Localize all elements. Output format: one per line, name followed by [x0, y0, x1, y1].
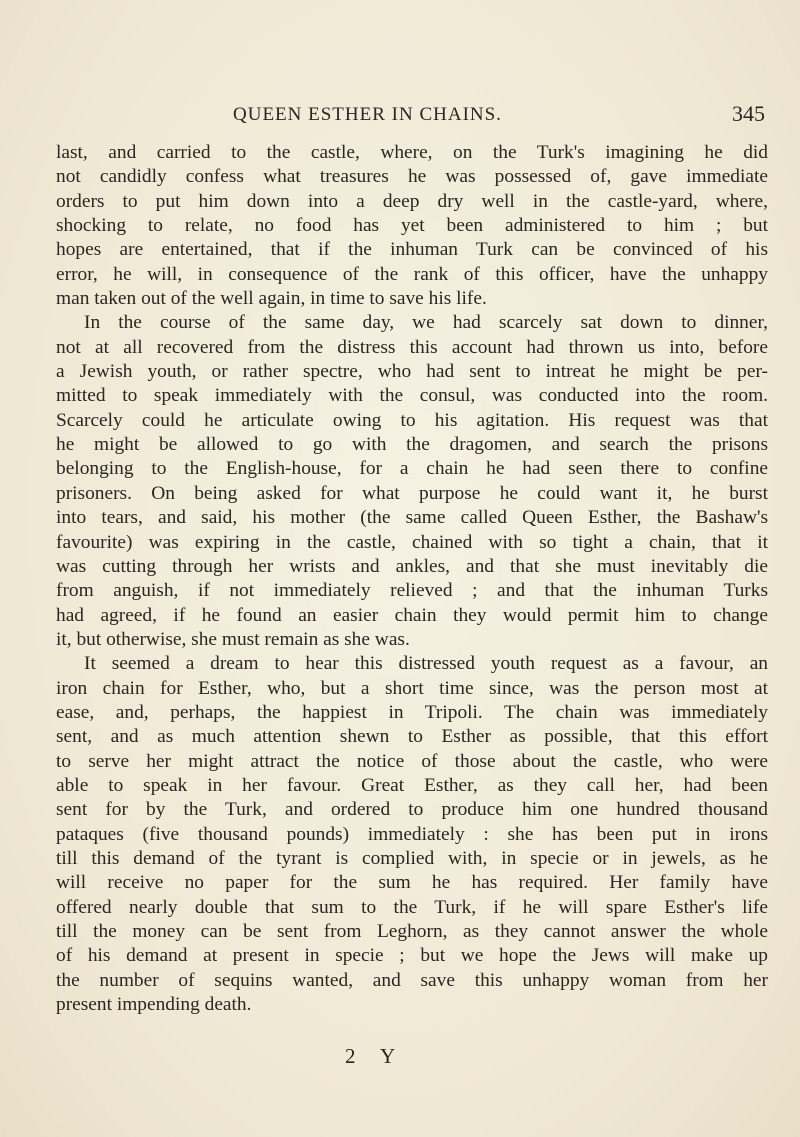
text-line: man taken out of the well again, in time to save his life. [56, 288, 487, 310]
page-number: 345 [732, 101, 765, 126]
text-line: had agreed, if he found an easier chain they would permit him to change [56, 604, 768, 626]
text-line: prisoners. On being asked for what purpose he could want it, he burst [56, 482, 768, 504]
text-line: sent for by the Turk, and ordered to produce him one hundred thousand [56, 799, 768, 821]
text-line: sent, and as much attention shewn to Esther as possible, that this effort [56, 726, 768, 748]
text-line: It seemed a dream to hear this distressed youth request as a favour, an [84, 653, 768, 675]
text-line: In the course of the same day, we had scarcely sat down to dinner, [84, 312, 768, 334]
text-line: able to speak in her favour. Great Esther, as they call her, had been [56, 774, 768, 796]
text-line: present impending death. [56, 994, 252, 1016]
body-text [56, 141, 768, 1017]
text-line: pataques (five thousand pounds) immediately : she has been put in irons [56, 823, 768, 845]
signature-mark: 2 Y [345, 1044, 406, 1068]
text-line: to serve her might attract the notice of those about the castle, who were [56, 750, 768, 772]
text-line: last, and carried to the castle, where, on the Turk's imagining he did [56, 142, 768, 163]
text-line: of his demand at present in specie ; but we hope the Jews will make up [56, 945, 768, 967]
text-line: into tears, and said, his mother (the same called Queen Esther, the Bashaw's [56, 507, 768, 529]
text-line: mitted to speak immediately with the consul, was conducted into the room. [56, 385, 768, 407]
text-line: offered nearly double that sum to the Turk, if he will spare Esther's life [56, 896, 768, 918]
text-line: will receive no paper for the sum he has required. Her family have [56, 872, 768, 894]
running-head: QUEEN ESTHER IN CHAINS. [233, 104, 502, 125]
text-line: till the money can be sent from Leghorn, as they cannot answer the whole [56, 921, 768, 942]
text-line: till this demand of the tyrant is complied with, in specie or in jewels, as he [56, 847, 768, 869]
text-line: from anguish, if not immediately relieved ; and that the inhuman Turks [56, 580, 768, 602]
text-line: hopes are entertained, that if the inhuman Turk can be convinced of his [56, 239, 768, 261]
text-line: iron chain for Esther, who, but a short time since, was the person most at [56, 677, 768, 699]
text-line: a Jewish youth, or rather spectre, who had sent to intreat he might be per- [56, 361, 768, 383]
text-line: shocking to relate, no food has yet been administered to him ; but [56, 215, 768, 237]
text-line: it, but otherwise, she must remain as she was. [56, 628, 410, 650]
text-line: ease, and, perhaps, the happiest in Tripoli. The chain was immediately [56, 701, 768, 723]
text-line: belonging to the English-house, for a chain he had seen there to confine [56, 458, 768, 480]
text-line: the number of sequins wanted, and save this unhappy woman from her [56, 969, 768, 991]
text-line: not candidly confess what treasures he was possessed of, gave immediate [56, 166, 768, 188]
text-line: not at all recovered from the distress this account had thrown us into, before [56, 336, 768, 358]
text-line: orders to put him down into a deep dry well in the castle-yard, where, [56, 190, 768, 212]
text-line: favourite) was expiring in the castle, chained with so tight a chain, that it [56, 531, 768, 553]
text-line: he might be allowed to go with the dragomen, and search the prisons [56, 434, 768, 456]
text-line: Scarcely could he articulate owing to his agitation. His request was that [56, 409, 768, 431]
text-line: error, he will, in consequence of the rank of this officer, have the unhappy [56, 263, 768, 285]
text-line: was cutting through her wrists and ankles, and that she must inevitably die [56, 555, 768, 577]
